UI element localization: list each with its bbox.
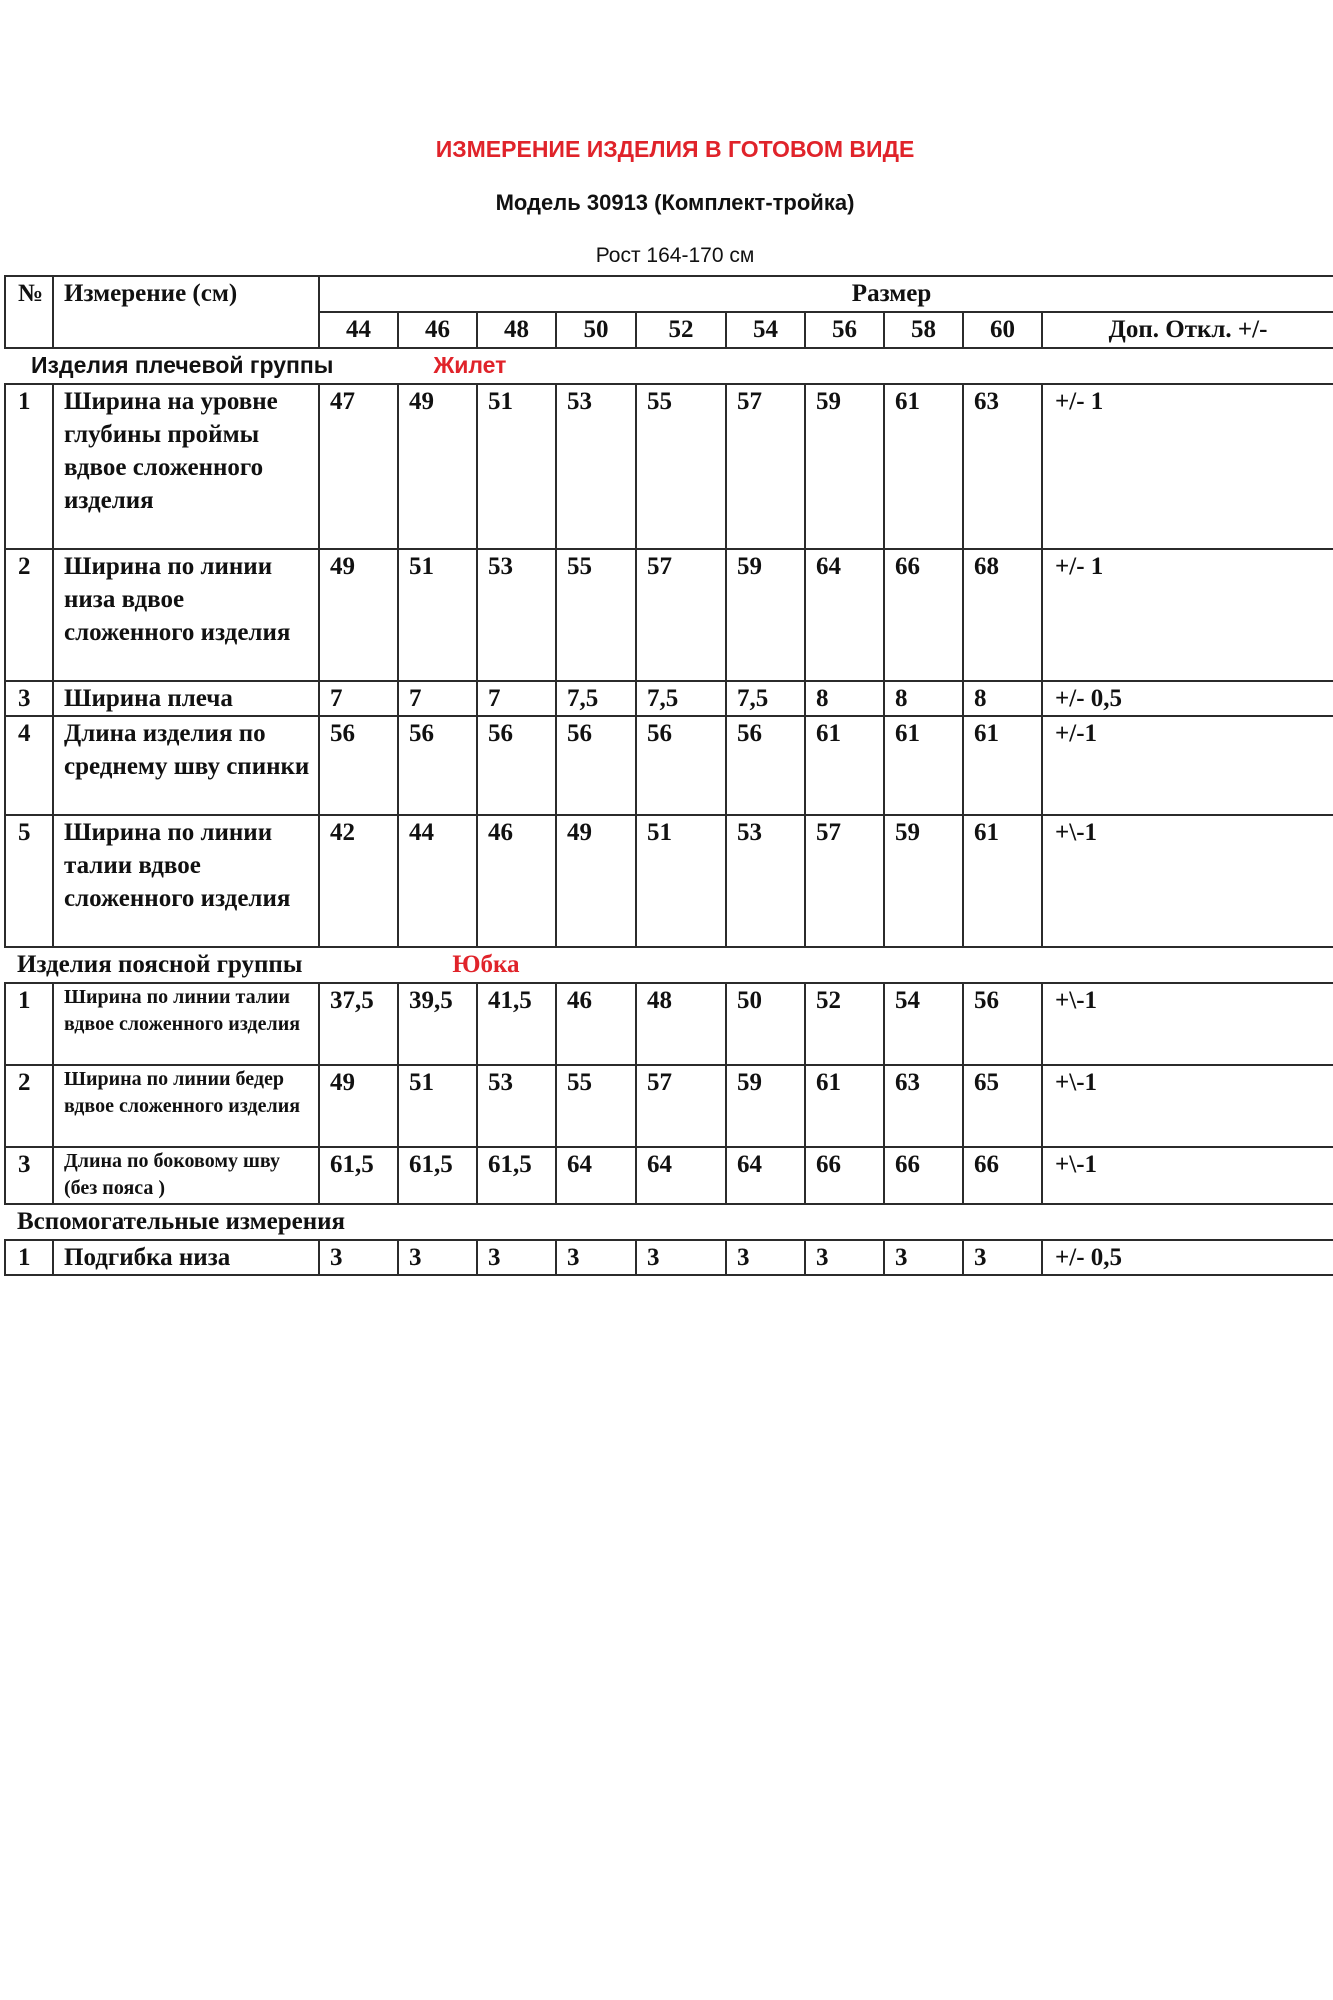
- measurement-name: Ширина по линии талии вдвое сложенного изделия: [53, 983, 319, 1065]
- measurement-value: 8: [805, 681, 884, 716]
- measurement-value: 7,5: [556, 681, 636, 716]
- measurement-value: 65: [963, 1065, 1042, 1147]
- tolerance-value: +\-1: [1042, 1065, 1333, 1147]
- row-number: 5: [5, 815, 53, 947]
- measurement-value: 53: [726, 815, 805, 947]
- measurement-value: 63: [963, 384, 1042, 549]
- column-header-measure: Измерение (см): [53, 276, 319, 348]
- measurement-value: 56: [963, 983, 1042, 1065]
- section-header: [5, 348, 1333, 384]
- measurement-value: 51: [636, 815, 726, 947]
- row-number: 3: [5, 681, 53, 716]
- measurement-value: 7,5: [636, 681, 726, 716]
- measurement-value: 46: [556, 983, 636, 1065]
- table-row: [5, 1065, 1333, 1147]
- section-header: [5, 1204, 1333, 1240]
- measurement-value: 64: [556, 1147, 636, 1204]
- measurement-value: 3: [636, 1240, 726, 1275]
- measurement-value: 56: [398, 716, 477, 815]
- table-row: [5, 681, 1333, 716]
- measurement-value: 7: [477, 681, 556, 716]
- measurement-value: 53: [477, 549, 556, 681]
- table-row: [5, 716, 1333, 815]
- measurement-value: 49: [398, 384, 477, 549]
- column-header-size: Размер: [319, 276, 1333, 312]
- measurement-value: 54: [884, 983, 963, 1065]
- measurement-value: 66: [884, 1147, 963, 1204]
- measurement-value: 7,5: [726, 681, 805, 716]
- page-title: ИЗМЕРЕНИЕ ИЗДЕЛИЯ В ГОТОВОМ ВИДЕ: [435, 136, 915, 162]
- tolerance-value: +/- 0,5: [1042, 1240, 1333, 1275]
- size-header-50: 50: [556, 312, 636, 348]
- table-row: [5, 549, 1333, 681]
- row-number: 1: [5, 983, 53, 1065]
- section-item-name: Жилет: [433, 352, 507, 378]
- measurement-value: 57: [636, 549, 726, 681]
- section-item-name: Юбка: [452, 951, 520, 978]
- measurement-value: 57: [636, 1065, 726, 1147]
- measurement-value: 66: [963, 1147, 1042, 1204]
- measurement-value: 61: [805, 716, 884, 815]
- section-label: Изделия плечевой группы: [31, 352, 334, 378]
- measurement-value: 3: [556, 1240, 636, 1275]
- measurement-value: 66: [884, 549, 963, 681]
- measurement-value: 56: [319, 716, 398, 815]
- measurement-value: 3: [805, 1240, 884, 1275]
- measurement-value: 59: [726, 549, 805, 681]
- measurement-value: 57: [726, 384, 805, 549]
- measurement-value: 55: [556, 549, 636, 681]
- measurement-value: 55: [556, 1065, 636, 1147]
- measurement-name: Ширина по линии бедер вдвое сложенного изделия: [53, 1065, 319, 1147]
- measurement-value: 3: [726, 1240, 805, 1275]
- measurement-value: 8: [963, 681, 1042, 716]
- row-number: 2: [5, 549, 53, 681]
- measurement-value: 64: [636, 1147, 726, 1204]
- measurement-value: 61: [884, 716, 963, 815]
- measurement-value: 44: [398, 815, 477, 947]
- model-title: Модель 30913 (Комплект-тройка): [495, 190, 855, 215]
- size-header-60: 60: [963, 312, 1042, 348]
- measurement-value: 61,5: [398, 1147, 477, 1204]
- tolerance-value: +\-1: [1042, 815, 1333, 947]
- row-number: 4: [5, 716, 53, 815]
- height-label: Рост 164-170 см: [595, 244, 755, 267]
- tolerance-value: +\-1: [1042, 983, 1333, 1065]
- measurement-name: Ширина по линии талии вдвое сложенного изделия: [53, 815, 319, 947]
- measurement-value: 59: [726, 1065, 805, 1147]
- measurement-value: 66: [805, 1147, 884, 1204]
- column-header-tolerance: Доп. Откл. +/-: [1042, 312, 1333, 348]
- measurement-value: 37,5: [319, 983, 398, 1065]
- row-number: 1: [5, 1240, 53, 1275]
- tolerance-value: +/- 1: [1042, 384, 1333, 549]
- measurement-value: 64: [805, 549, 884, 681]
- measurement-value: 61: [963, 716, 1042, 815]
- measurement-name: Длина изделия по среднему шву спинки: [53, 716, 319, 815]
- measurement-value: 64: [726, 1147, 805, 1204]
- measurement-value: 57: [805, 815, 884, 947]
- row-number: 1: [5, 384, 53, 549]
- measurement-name: Ширина по линии низа вдвое сложенного изделия: [53, 549, 319, 681]
- row-number: 2: [5, 1065, 53, 1147]
- measurement-value: 56: [477, 716, 556, 815]
- measurement-value: 42: [319, 815, 398, 947]
- measurement-value: 50: [726, 983, 805, 1065]
- measurement-value: 3: [398, 1240, 477, 1275]
- measurement-name: Длина по боковому шву (без пояса ): [53, 1147, 319, 1204]
- size-header-58: 58: [884, 312, 963, 348]
- measurement-value: 46: [477, 815, 556, 947]
- measurement-table: [4, 275, 1333, 1276]
- section-label: Вспомогательные измерения: [17, 1208, 346, 1235]
- measurement-value: 52: [805, 983, 884, 1065]
- measurement-value: 49: [556, 815, 636, 947]
- tolerance-value: +\-1: [1042, 1147, 1333, 1204]
- measurement-value: 7: [319, 681, 398, 716]
- measurement-value: 3: [477, 1240, 556, 1275]
- measurement-name: Ширина на уровне глубины проймы вдвое сложенного изделия: [53, 384, 319, 549]
- measurement-value: 8: [884, 681, 963, 716]
- section-header: [5, 947, 1333, 983]
- measurement-value: 3: [884, 1240, 963, 1275]
- tolerance-value: +/- 0,5: [1042, 681, 1333, 716]
- measurement-value: 3: [319, 1240, 398, 1275]
- measurement-value: 56: [726, 716, 805, 815]
- measurement-value: 39,5: [398, 983, 477, 1065]
- table-row: [5, 815, 1333, 947]
- measurement-value: 51: [398, 549, 477, 681]
- table-row: [5, 384, 1333, 549]
- column-header-number: №: [5, 276, 53, 348]
- measurement-value: 47: [319, 384, 398, 549]
- measurement-value: 68: [963, 549, 1042, 681]
- measurement-value: 49: [319, 549, 398, 681]
- size-header-52: 52: [636, 312, 726, 348]
- measurement-value: 51: [398, 1065, 477, 1147]
- row-number: 3: [5, 1147, 53, 1204]
- measurement-value: 41,5: [477, 983, 556, 1065]
- measurement-value: 56: [636, 716, 726, 815]
- measurement-value: 61,5: [319, 1147, 398, 1204]
- size-header-46: 46: [398, 312, 477, 348]
- size-header-48: 48: [477, 312, 556, 348]
- measurement-value: 51: [477, 384, 556, 549]
- measurement-value: 48: [636, 983, 726, 1065]
- measurement-value: 63: [884, 1065, 963, 1147]
- measurement-value: 59: [805, 384, 884, 549]
- tolerance-value: +/- 1: [1042, 549, 1333, 681]
- table-row: [5, 983, 1333, 1065]
- measurement-value: 55: [636, 384, 726, 549]
- measurement-value: 7: [398, 681, 477, 716]
- section-label: Изделия поясной группы: [17, 951, 303, 978]
- measurement-value: 59: [884, 815, 963, 947]
- measurement-name: Ширина плеча: [53, 681, 319, 716]
- measurement-name: Подгибка низа: [53, 1240, 319, 1275]
- size-header-56: 56: [805, 312, 884, 348]
- table-row: [5, 1240, 1333, 1275]
- measurement-value: 61: [963, 815, 1042, 947]
- size-header-44: 44: [319, 312, 398, 348]
- measurement-value: 3: [963, 1240, 1042, 1275]
- measurement-value: 53: [556, 384, 636, 549]
- measurement-value: 61,5: [477, 1147, 556, 1204]
- measurement-value: 49: [319, 1065, 398, 1147]
- tolerance-value: +/-1: [1042, 716, 1333, 815]
- measurement-value: 56: [556, 716, 636, 815]
- measurement-value: 61: [805, 1065, 884, 1147]
- size-header-54: 54: [726, 312, 805, 348]
- table-row: [5, 1147, 1333, 1204]
- measurement-value: 61: [884, 384, 963, 549]
- measurement-value: 53: [477, 1065, 556, 1147]
